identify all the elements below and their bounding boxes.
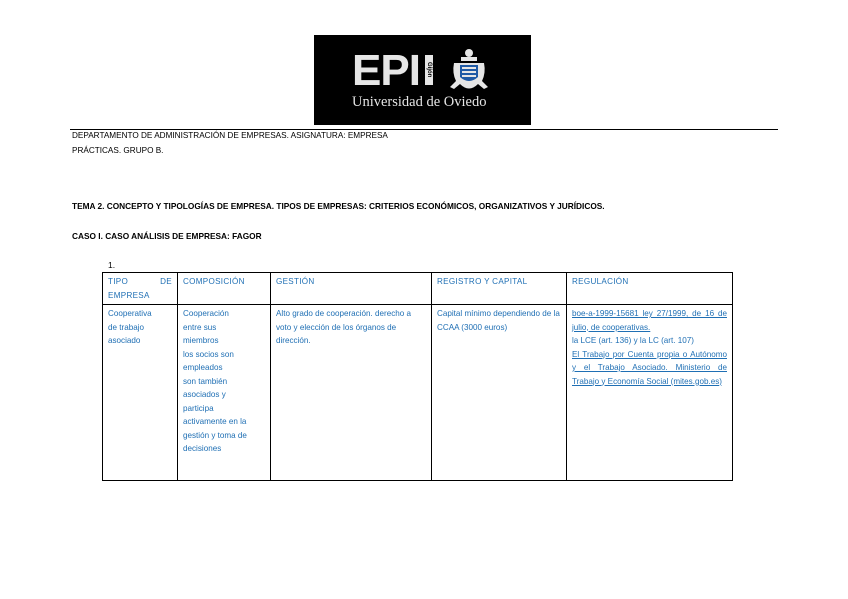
table-row <box>103 305 733 481</box>
logo-epi-text: EPI <box>352 46 420 95</box>
cell-line: de trabajo <box>108 322 144 332</box>
boe-link[interactable]: boe-a-1999-15681 ley 27/1999, de 16 de julio, de cooperativas. <box>572 309 727 332</box>
cell-regulacion <box>567 305 733 481</box>
cell-line: Cooperativa <box>108 309 152 318</box>
header-tipo-line1: TIPO DE <box>108 277 172 286</box>
topic-heading: TEMA 2. CONCEPTO Y TIPOLOGÍAS DE EMPRESA. TIPOS DE EMPRESAS: CRITERIOS ECONÓMICOS, ORGANIZATIVOS Y JURÍDICOS. <box>72 201 605 211</box>
regulation-text: la LCE (art. 136) y la LC (art. 107) <box>572 336 694 345</box>
cell-line: los socios son <box>183 349 234 359</box>
table-header-row <box>103 273 733 305</box>
cell-line: activamente en la <box>183 417 247 426</box>
cell-line: gestión y toma de <box>183 430 247 440</box>
cell-line: decisiones <box>183 444 222 453</box>
crest-icon <box>446 47 492 97</box>
logo-gijon-text: Gijón <box>425 55 433 85</box>
cell-gestion: Alto grado de cooperación. derecho a voto y elección de los órganos de dirección. <box>271 305 432 481</box>
header-regulacion: REGULACIÓN <box>567 273 733 305</box>
list-number: 1. <box>108 260 116 270</box>
cell-line: empleados <box>183 363 223 372</box>
cell-line: son también <box>183 376 228 386</box>
cell-registro: Capital mínimo dependiendo de la CCAA (3000 euros) <box>432 305 567 481</box>
logo-university-name: Universidad de Oviedo <box>352 94 487 110</box>
header-gestion: GESTIÓN <box>271 273 432 305</box>
cell-line: miembros <box>183 336 219 345</box>
department-line: DEPARTAMENTO DE ADMINISTRACIÓN DE EMPRESAS. ASIGNATURA: EMPRESA <box>72 131 388 140</box>
company-analysis-table <box>102 272 733 481</box>
ministry-link[interactable]: El Trabajo por Cuenta propia o Autónomo y el Trabajo Asociado. Ministerio de Trabajo y Economía Social (mites.gob.es) <box>572 349 727 386</box>
university-logo <box>314 35 531 125</box>
cell-line: Cooperación <box>183 309 229 318</box>
cell-tipo <box>103 305 178 481</box>
group-line: PRÁCTICAS. GRUPO B. <box>72 146 164 155</box>
cell-composicion <box>178 305 271 481</box>
header-registro: REGISTRO Y CAPITAL <box>432 273 567 305</box>
cell-line: entre sus <box>183 322 217 332</box>
header-rule <box>70 129 778 130</box>
header-tipo-line2: EMPRESA <box>108 290 150 300</box>
cell-line: participa <box>183 403 214 413</box>
cell-line: asociado <box>108 336 141 345</box>
header-composicion: COMPOSICIÓN <box>178 273 271 305</box>
cell-line: asociados y <box>183 390 226 399</box>
header-tipo <box>103 273 178 305</box>
case-heading: CASO I. CASO ANÁLISIS DE EMPRESA: FAGOR <box>72 231 262 241</box>
